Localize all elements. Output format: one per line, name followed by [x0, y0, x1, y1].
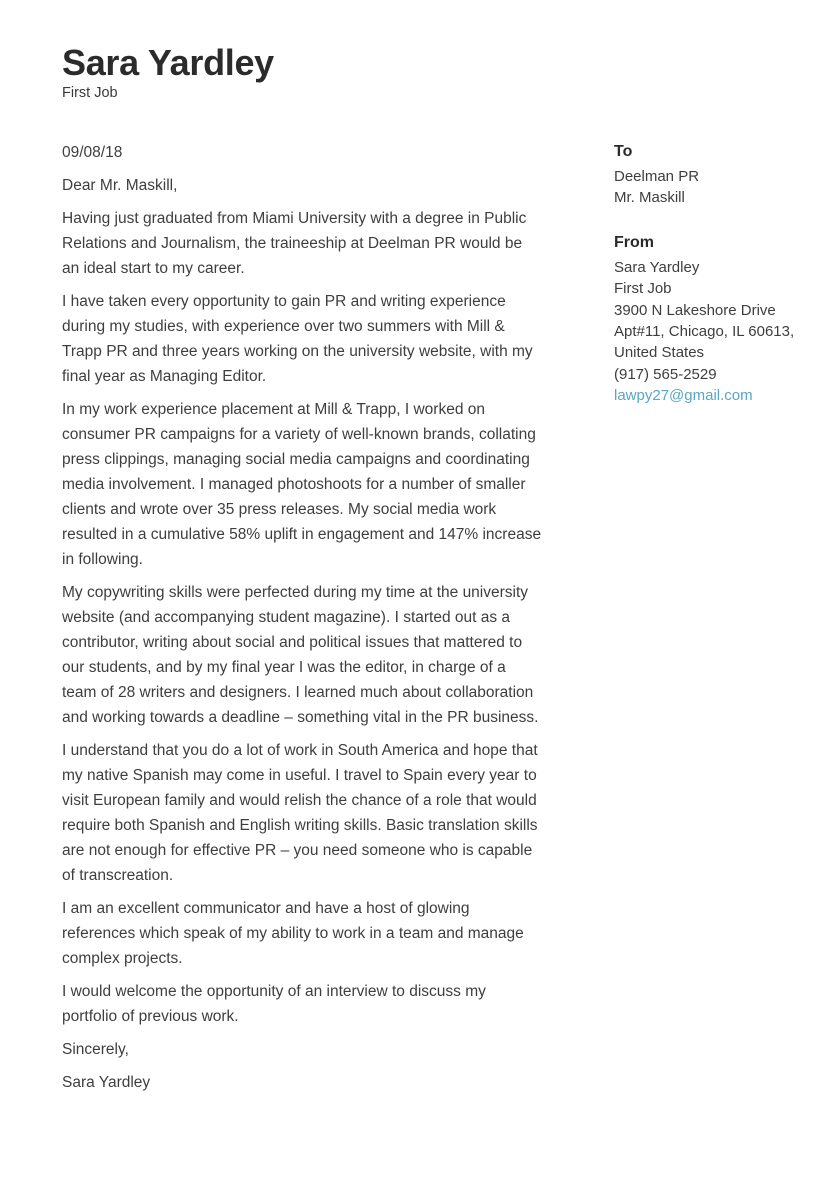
letter-paragraph: Having just graduated from Miami University with a degree in Public Relations and Journalism, the traineeship at Deelman PR would be an ideal start to my career.	[62, 210, 527, 277]
letter-closing: Sincerely,	[62, 1041, 129, 1058]
sender-address-city: Apt#11, Chicago, IL 60613,	[614, 323, 795, 341]
sender-email-link[interactable]: lawpy27@gmail.com	[614, 387, 753, 405]
letter-date: 09/08/18	[62, 144, 123, 161]
applicant-job-title: First Job	[62, 85, 118, 102]
letter-salutation: Dear Mr. Maskill,	[62, 177, 178, 194]
sender-section	[614, 232, 799, 407]
letter-header	[62, 42, 274, 101]
sender-phone: (917) 565-2529	[614, 365, 717, 383]
sender-heading: From	[614, 233, 654, 251]
recipient-section	[614, 141, 799, 209]
recipient-heading: To	[614, 143, 633, 160]
sender-address-street: 3900 N Lakeshore Drive	[614, 301, 776, 319]
letter-paragraph: I have taken every opportunity to gain PR and writing experience during my studies, with experience over two summers with Mill & Trapp PR and three years working on the university website, with my final year as Managing Editor.	[62, 293, 533, 385]
applicant-name: Sara Yardley	[62, 42, 274, 83]
letter-paragraph: I am an excellent communicator and have a host of glowing references which speak of my ability to work in a team and manage complex projects.	[62, 900, 524, 967]
letter-paragraph: I understand that you do a lot of work in South America and hope that my native Spanish may come in useful. I travel to Spain every year to visit European family and would relish the chance of a role that would require both Spanish and English writing skills. Basic translation skills are not enough for effective PR – you need someone who is capable of transcreation.	[62, 742, 538, 884]
sender-name: Sara Yardley	[614, 258, 700, 276]
recipient-name: Mr. Maskill	[614, 189, 685, 207]
recipient-company: Deelman PR	[614, 168, 700, 185]
letter-paragraph: I would welcome the opportunity of an interview to discuss my portfolio of previous work.	[62, 983, 486, 1025]
sender-address-country: United States	[614, 344, 705, 362]
letter-paragraph: My copywriting skills were perfected during my time at the university website (and accompanying student magazine). I started out as a contributor, writing about social and political issues that mattered to our students, and by my final year I was the editor, in charge of a team of 28 writers and designers. I learned much about collaboration and working towards a deadline – something vital in the PR business.	[62, 584, 539, 726]
contact-sidebar	[614, 141, 799, 407]
letter-paragraph: In my work experience placement at Mill & Trapp, I worked on consumer PR campaigns for a variety of well-known brands, collating press clippings, managing social media campaigns and coordinating media involvement. I managed photoshoots for a number of smaller clients and wrote over 35 press releases. My social media work resulted in a cumulative 58% uplift in engagement and 147% increase in following.	[62, 401, 542, 568]
sender-job-title: First Job	[614, 280, 672, 298]
letter-signature: Sara Yardley	[62, 1074, 151, 1091]
letter-body	[62, 140, 542, 1103]
